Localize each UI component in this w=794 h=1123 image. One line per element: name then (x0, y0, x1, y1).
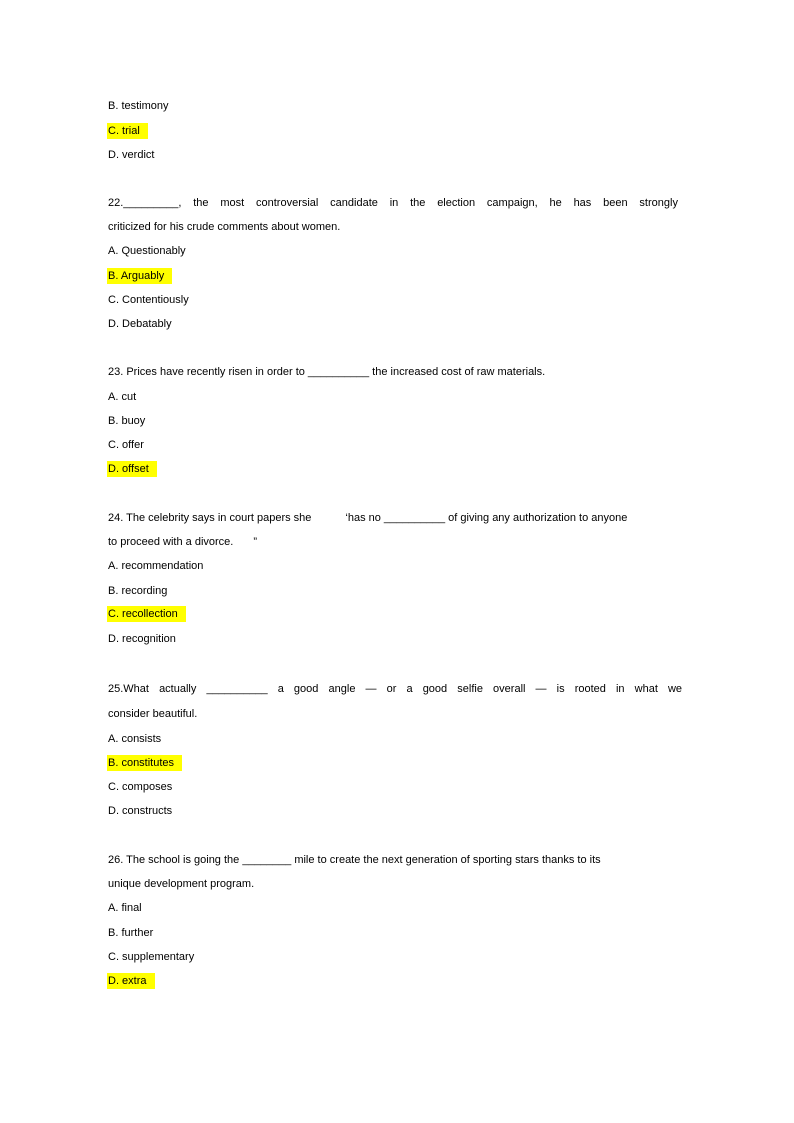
q22-stem-line2: criticized for his crude comments about women. (108, 221, 341, 233)
correct-answer-highlight: B. Arguably (107, 268, 172, 284)
q22-option-a: A. Questionably (108, 245, 186, 257)
q24-stem-line2: to proceed with a divorce. ” (108, 536, 258, 548)
q22-stem-line1: 22._________, the most controversial candidate in the election campaign, he has been strongly (108, 197, 678, 209)
q22-option-d: D. Debatably (108, 318, 172, 330)
q24-stem-line1: 24. The celebrity says in court papers she ‘has no __________ of giving any authorization to anyone (108, 512, 628, 524)
q26-option-d (108, 975, 155, 988)
q26-option-b: B. further (108, 927, 154, 939)
q24-option-a: A. recommendation (108, 560, 204, 572)
q22-option-b (108, 270, 172, 283)
q22-option-c: C. Contentiously (108, 294, 189, 306)
q21-option-d: D. verdict (108, 149, 155, 161)
q21-option-c (108, 125, 148, 138)
correct-answer-highlight: B. constitutes (107, 755, 182, 771)
q26-option-c: C. supplementary (108, 951, 195, 963)
q23-option-d (108, 463, 157, 476)
q23-stem: 23. Prices have recently risen in order to __________ the increased cost of raw materials. (108, 366, 546, 378)
q26-stem-line1: 26. The school is going the ________ mile to create the next generation of sporting stars thanks to its (108, 854, 601, 866)
q24-option-b: B. recording (108, 585, 168, 597)
correct-answer-highlight: C. recollection (107, 606, 186, 622)
q23-option-c: C. offer (108, 439, 144, 451)
q25-option-d: D. constructs (108, 805, 173, 817)
q25-option-b (108, 757, 182, 770)
q25-stem-line2: consider beautiful. (108, 708, 198, 720)
q26-option-a: A. final (108, 902, 142, 914)
q23-option-b: B. buoy (108, 415, 146, 427)
q25-stem-line1: 25.What actually __________ a good angle — or a good selfie overall — is rooted in what we (108, 683, 683, 695)
q23-option-a: A. cut (108, 391, 137, 403)
correct-answer-highlight: C. trial (107, 123, 148, 139)
q26-stem-line2: unique development program. (108, 878, 255, 890)
q25-option-c: C. composes (108, 781, 173, 793)
q25-option-a: A. consists (108, 733, 162, 745)
correct-answer-highlight: D. offset (107, 461, 157, 477)
correct-answer-highlight: D. extra (107, 973, 155, 989)
q24-option-d: D. recognition (108, 633, 176, 645)
q21-option-b: B. testimony (108, 100, 169, 112)
q24-option-c (108, 608, 186, 621)
